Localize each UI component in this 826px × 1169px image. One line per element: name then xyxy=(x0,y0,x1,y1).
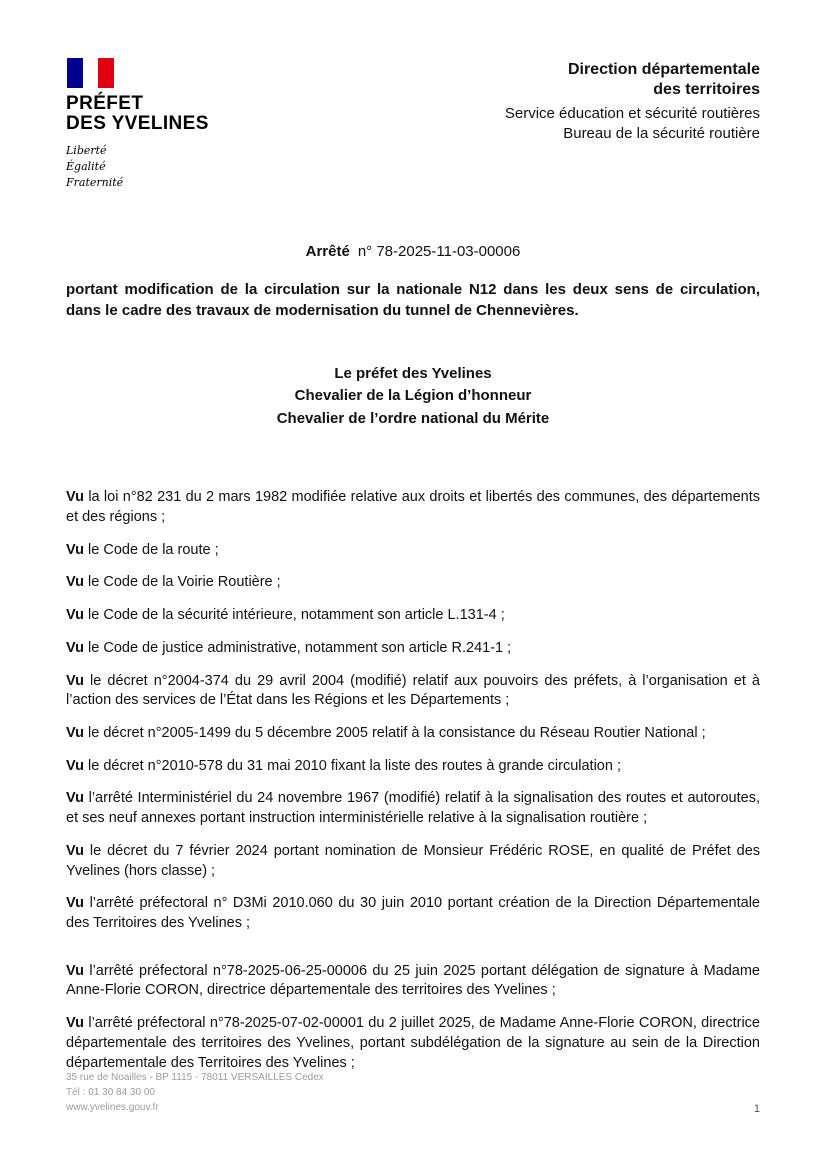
document-header xyxy=(66,56,760,191)
vu-text: le décret n°2010-578 du 31 mai 2010 fixant la liste des routes à grande circulation ; xyxy=(88,757,621,774)
vu-paragraph xyxy=(66,842,760,881)
authority-line-1: Le préfet des Yvelines xyxy=(334,364,492,382)
vu-paragraph xyxy=(66,789,760,828)
vu-label: Vu xyxy=(66,842,84,859)
vu-paragraph xyxy=(66,606,760,626)
vu-label: Vu xyxy=(66,574,84,591)
document-subject: portant modification de la circulation sur la nationale N12 dans les deux sens de circulation, dans le cadre des travaux de modernisation du tunnel de Chennevières. xyxy=(66,280,760,319)
logo-prefet-line1: PRÉFET xyxy=(66,93,144,114)
vu-text: l’arrêté Interministériel du 24 novembre 1967 (modifié) relatif à la signalisation des routes et autoroutes, et ses neuf annexes portant instruction interministérielle relative à la signalisation routière ; xyxy=(66,790,760,827)
vu-paragraph xyxy=(66,894,760,933)
vu-paragraph xyxy=(66,541,760,561)
motto-egalite: Égalité xyxy=(66,159,106,173)
vu-label: Vu xyxy=(66,541,84,558)
authority-line-3: Chevalier de l’ordre national du Mérite xyxy=(276,409,550,427)
motto-fraternite: Fraternité xyxy=(66,175,124,189)
vu-text: l’arrêté préfectoral n°78-2025-06-25-00006 du 25 juin 2025 portant délégation de signature à Madame Anne-Florie CORON, directrice départementale des territoires des Yvelines ; xyxy=(66,962,760,999)
vu-label: Vu xyxy=(66,962,84,979)
vu-text: le Code de la sécurité intérieure, notamment son article L.131-4 ; xyxy=(88,607,505,624)
logo-prefet-line2: DES YVELINES xyxy=(66,112,209,134)
footer-website: www.yvelines.gouv.fr xyxy=(66,1102,159,1113)
title-label: Arrêté xyxy=(305,242,350,260)
vu-text: la loi n°82 231 du 2 mars 1982 modifiée relative aux droits et libertés des communes, des départements et des régions ; xyxy=(66,489,761,525)
footer-phone: Tél : 01 30 84 30 00 xyxy=(66,1087,155,1098)
vu-label: Vu xyxy=(66,790,84,807)
vu-paragraph xyxy=(66,639,760,659)
vu-paragraph xyxy=(66,672,760,711)
vu-label: Vu xyxy=(66,1015,84,1032)
vu-paragraph xyxy=(66,757,760,777)
title-number: n° 78-2025-11-03-00006 xyxy=(357,242,521,260)
page-footer xyxy=(66,1070,760,1115)
vu-paragraph xyxy=(66,488,760,527)
service-line-1: Direction départementale xyxy=(567,61,760,78)
vu-label: Vu xyxy=(66,607,84,624)
vu-paragraph xyxy=(66,724,760,744)
vu-label: Vu xyxy=(66,672,84,689)
service-line-2: des territoires xyxy=(653,81,760,98)
document-title xyxy=(66,243,760,260)
vu-label: Vu xyxy=(66,489,84,506)
flag-stripe-blue xyxy=(67,58,83,88)
page-number: 1 xyxy=(753,1103,760,1115)
vu-text: l’arrêté préfectoral n°78-2025-07-02-00001 du 2 juillet 2025, de Madame Anne-Florie CORON, directrice départementale des territoires des Yvelines, portant subdélégation de la signature au sein de la Direction départementale des Territoires des Yvelines ; xyxy=(66,1015,760,1071)
service-line-4: Bureau de la sécurité routière xyxy=(563,124,760,142)
flag-stripe-red xyxy=(98,58,114,88)
vu-text: le Code de justice administrative, notamment son article R.241-1 ; xyxy=(88,639,512,656)
motto-liberte: Liberté xyxy=(66,143,107,157)
vu-text: le décret du 7 février 2024 portant nomination de Monsieur Frédéric ROSE, en qualité de Préfet des Yvelines (hors classe) ; xyxy=(66,842,761,879)
flag-stripe-white xyxy=(83,58,99,88)
vu-label: Vu xyxy=(66,895,84,912)
logo-motto xyxy=(66,143,209,191)
vu-text: l’arrêté préfectoral n° D3Mi 2010.060 du 30 juin 2010 portant création de la Direction Départementale des Territoires des Yvelines ; xyxy=(66,895,760,931)
vu-text: le décret n°2004-374 du 29 avril 2004 (modifié) relatif aux pouvoirs des préfets, à l’organisation et à l’action des services de l’État dans les Régions et les Départements ; xyxy=(66,672,760,709)
vu-section xyxy=(66,488,760,1073)
vu-label: Vu xyxy=(66,724,84,741)
vu-text: le décret n°2005-1499 du 5 décembre 2005 relatif à la consistance du Réseau Routier National ; xyxy=(88,724,706,741)
vu-text: le Code de la Voirie Routière ; xyxy=(88,574,281,591)
vu-paragraph xyxy=(66,962,760,1001)
issuing-service-block xyxy=(505,56,760,144)
vu-text: le Code de la route ; xyxy=(88,541,219,558)
vu-label: Vu xyxy=(66,757,84,774)
footer-address: 35 rue de Noailles - BP 1115 - 78011 VERSAILLES Cedex xyxy=(66,1072,324,1083)
footer-contact-block xyxy=(66,1070,324,1115)
service-line-3: Service éducation et sécurité routières xyxy=(504,105,760,122)
authority-block xyxy=(66,363,760,431)
french-flag-icon xyxy=(67,58,114,88)
prefecture-logo xyxy=(66,56,209,191)
vu-paragraph xyxy=(66,1014,760,1073)
vu-paragraph xyxy=(66,573,760,593)
vu-label: Vu xyxy=(66,639,84,656)
authority-line-2: Chevalier de la Légion d’honneur xyxy=(294,387,532,405)
